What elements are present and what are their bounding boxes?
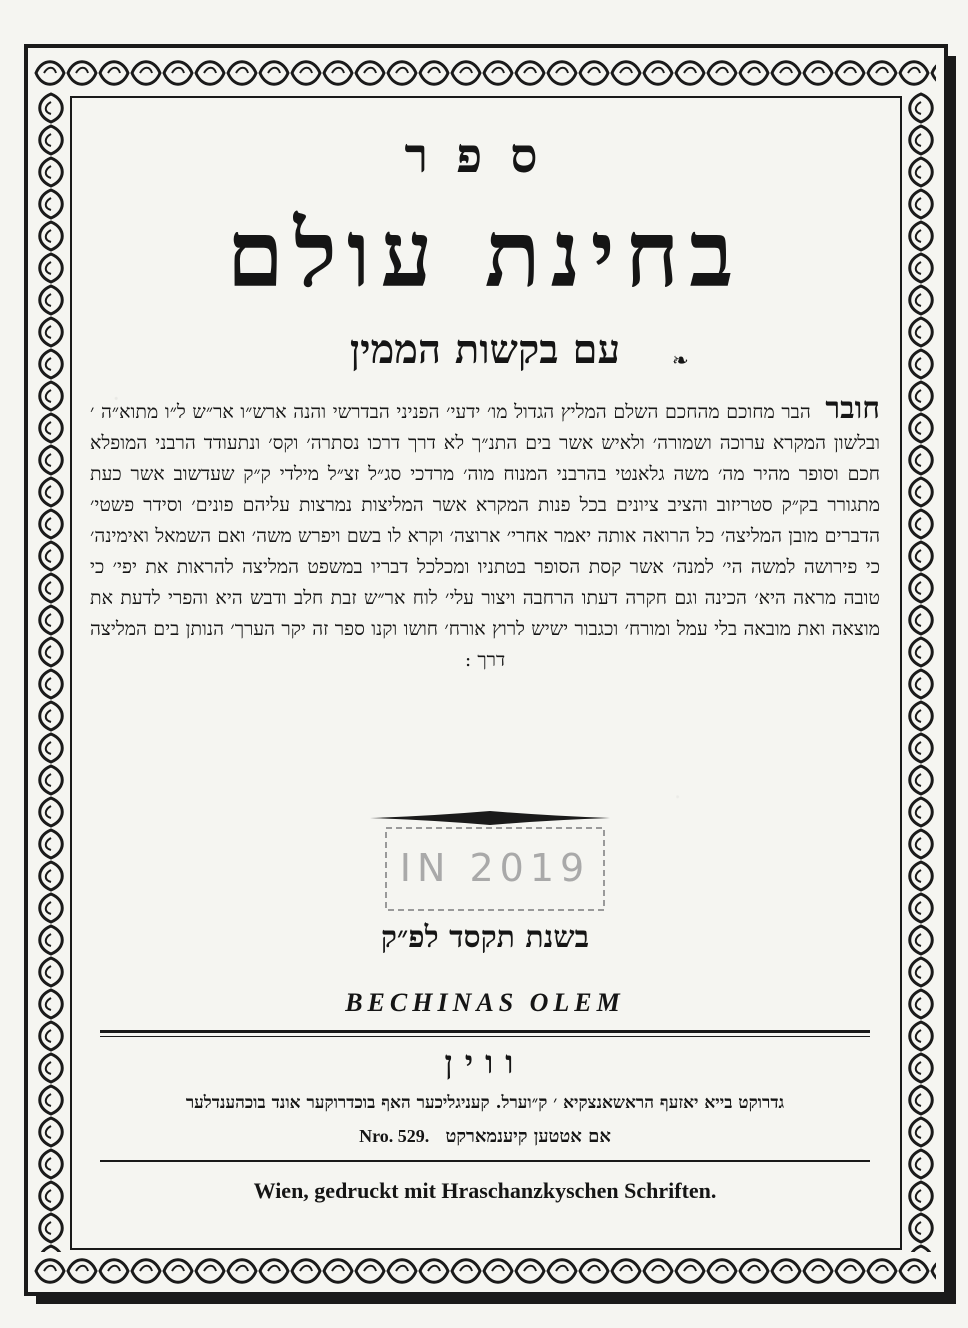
book-subtitle: עם בקשות הממין — [349, 326, 621, 373]
description-text: הבר מחוכם מהחכם השלם המליץ הגדול מו׳ ידעי׳ הפניני הבדרשי והנה ארש״ו אר״ש ל״ו מתוא״ה ׳ ובלשון המקרא ערוכה ושמורה׳ ולאיש אשר בים התנ״ך לא דרך דרכו נסתרה׳ וקס׳ ונתעודד הרבני המופלא חכם וסופר מהיר מה׳ משה גלאנטי בהרבני המנוח מוה׳ מרדכי סג״ל זצ״ל מילדי ק״ק שעדשוב אשר כעת מתגורר בק״ק סטריזוב והציב ציונים בכל פנות המקרא אשר המליצות נמרצות עליהם פונים׳ וסידר פשטי׳ הדברים מובן המליצה׳ כל הרואה אותה יאמר אחרי׳ ארוצה׳ וקרא לו בשם ויפרש משה׳ ואם השמאל ואימינה׳ כי פירושה למשה הי׳ למנה׳ אשר קסת הסופר בטתניו ומכלכל דבריו במשפט המליצה להראות את יפי׳ כי טובה מראה היא׳ הכינה וגם חקרה דעתו הרחבה ויצור עלי׳ לוח אר״ש זבת חלב ודבש היא והפרי לדעת את מוצאה ואת מובאה בלי עמל ומורח׳ וכגבור ישיש לרוץ אורח׳ חושו וקנו ספר זה יקר הערך׳ הנותן בים המליצה דרך : — [90, 401, 880, 671]
number-address-line — [90, 1126, 880, 1147]
lead-word: חובר — [825, 391, 880, 426]
stamp-text: IN 2019 — [399, 846, 591, 890]
divider-rule-bottom — [100, 1160, 870, 1162]
printer-line: גדרוקט בייא יאזעף הראשאנצקיא ׳ ק״וערל. קעניגליכער האף בוכדרוקער אונד בוכהענדלער — [185, 1093, 785, 1113]
divider-rule — [100, 1030, 870, 1033]
printer-number: Nro. 529. — [359, 1126, 430, 1146]
page-content — [90, 108, 880, 1238]
divider-rule-thin — [100, 1036, 870, 1037]
sefer-heading: ספר — [404, 128, 566, 184]
publication-year: בשנת תקסד לפ״ק — [380, 920, 590, 955]
description-paragraph — [90, 393, 880, 676]
fleuron-icon: ❧ — [672, 348, 689, 372]
german-imprint: Wien, gedruckt mit Hraschanzkyschen Schriften. — [253, 1178, 717, 1203]
library-stamp — [380, 824, 610, 914]
book-title: בחינת עולם — [226, 200, 744, 308]
address-text: אם אטטען קיענמארקט — [445, 1126, 611, 1147]
latin-title: BECHINAS OLEM — [345, 988, 625, 1017]
city-name: ווין — [444, 1043, 526, 1081]
